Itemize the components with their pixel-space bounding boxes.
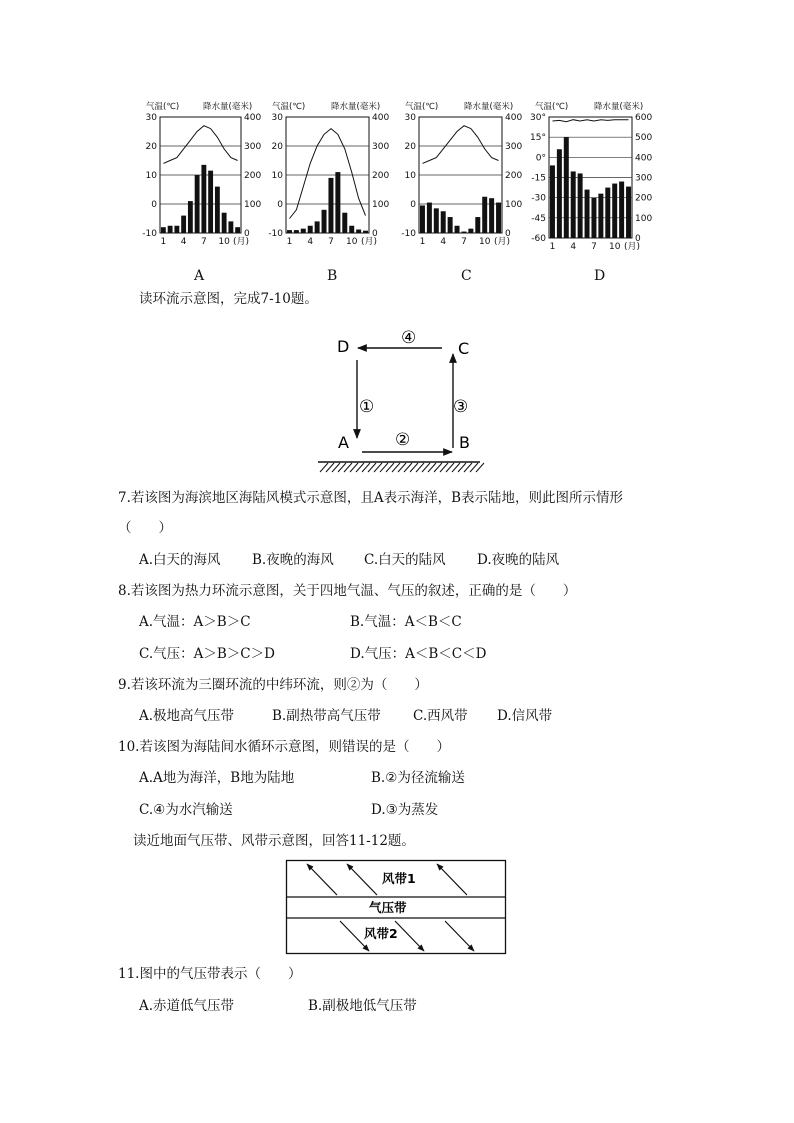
precip-bar-7 [461,232,466,233]
precip-bar-5 [448,217,453,233]
temp-axis-title: 气温(℃) [146,102,180,112]
label-1: ① [359,397,375,417]
circulation-diagram [310,320,490,480]
temp-axis-title: 气温(℃) [405,102,439,112]
precip-tick-label: 400 [635,153,653,164]
month-tick-label: 4 [180,237,187,247]
precip-bar-11 [619,182,624,238]
q8-option-a[interactable]: A.气温：A＞B＞C [139,614,251,630]
temp-line [553,120,629,122]
q7-stem: 7.若该图为海滨地区海陆风模式示意图，且A表示海洋，B表示陆地，则此图所示情形 [118,490,624,506]
q11-stem: 11.图中的气压带表示（ ） [118,966,302,982]
point-a: A [338,433,349,452]
precip-bar-11 [489,198,494,233]
month-unit: (月) [494,237,511,247]
month-tick-label: 4 [307,237,314,247]
q8-option-d[interactable]: D.气压：A＜B＜C＜D [350,646,487,662]
precip-bar-10 [222,213,227,233]
chart-label-c: C [461,268,472,284]
precip-bar-4 [441,211,446,233]
label-4: ④ [401,328,417,348]
temp-axis-title: 气温(℃) [535,102,569,112]
month-unit: (月) [361,237,378,247]
precip-bar-8 [468,229,473,233]
point-c: C [458,339,470,358]
wind-arrow-lower-2 [395,921,424,951]
precip-tick-label: 200 [505,171,523,181]
q11-option-a[interactable]: A.赤道低气压带 [139,998,235,1014]
precip-axis-title: 降水量(毫米) [203,102,253,112]
precip-bar-9 [605,188,610,238]
pressure-belt-diagram [285,859,509,956]
q9-option-a[interactable]: A.极地高气压带 [139,708,235,724]
temp-tick-label: 30 [404,113,416,123]
wind-arrow-upper-3 [437,864,467,895]
precip-tick-label: 300 [635,173,653,184]
temp-line [163,126,237,164]
q7-option-c[interactable]: C.白天的陆风 [364,552,446,568]
q7-blank: （ ） [118,520,172,536]
precip-tick-label: 100 [372,200,390,210]
precip-bar-2 [168,226,173,233]
month-tick-label: 1 [549,242,556,252]
wind-arrow-lower-3 [445,921,474,951]
month-tick-label: 10 [608,242,621,252]
q10-option-a[interactable]: A.A地为海洋，B地为陆地 [139,770,295,786]
climate-chart-a [142,101,261,247]
precip-bar-9 [215,187,220,233]
temp-tick-label: 0 [151,200,157,210]
wind-arrow-upper-2 [347,864,377,895]
month-tick-label: 7 [201,237,207,247]
precip-bar-3 [434,208,439,233]
temp-tick-label: 20 [404,142,416,152]
chart-label-d: D [594,268,606,284]
temp-tick-label: 20 [145,142,157,152]
q7-option-a[interactable]: A.白天的海风 [139,552,221,568]
q8-option-c[interactable]: C.气压：A＞B＞C＞D [139,646,275,662]
precip-bar-5 [188,201,193,233]
q10-option-b[interactable]: B.②为径流输送 [371,770,465,786]
month-tick-label: 7 [461,237,467,247]
month-unit: (月) [624,242,641,252]
precip-bar-8 [335,172,340,233]
temp-tick-label: 10 [404,171,416,181]
precip-bar-11 [356,230,361,233]
temp-tick-label: 20 [271,142,283,152]
temp-tick-label: -10 [268,229,283,239]
wind-belt-1-label: 风带1 [382,871,416,886]
precip-bar-8 [598,194,603,238]
precip-tick-label: 200 [372,171,390,181]
precip-bar-3 [174,226,179,233]
temp-tick-label: -15 [531,173,546,184]
month-tick-label: 10 [478,237,491,247]
q9-option-b[interactable]: B.副热带高气压带 [272,708,381,724]
label-3: ③ [453,397,469,417]
precip-tick-label: 100 [635,213,653,224]
precip-bar-3 [301,229,306,233]
precip-bar-2 [427,203,432,233]
precip-bar-4 [181,216,186,233]
chart-label-a: A [194,268,205,284]
precip-bar-5 [578,173,583,238]
temp-tick-label: 10 [271,171,283,181]
chart-label-b: B [327,268,338,284]
precip-bar-5 [315,221,320,233]
month-tick-label: 4 [440,237,447,247]
precip-axis-title: 降水量(毫米) [331,102,381,112]
temp-axis-title: 气温(℃) [272,102,306,112]
temp-tick-label: -45 [531,213,546,224]
point-b: B [459,433,470,452]
q9-option-c[interactable]: C.西风带 [413,708,468,724]
precip-bar-3 [564,137,569,238]
month-tick-label: 4 [570,242,577,252]
precip-tick-label: 0 [635,234,641,244]
precip-bar-4 [571,171,576,238]
month-tick-label: 10 [345,237,358,247]
q7-option-b[interactable]: B.夜晚的海风 [252,552,334,568]
label-2: ② [395,430,411,450]
precip-axis-title: 降水量(毫米) [464,102,514,112]
pressure-belt-label: 气压带 [369,900,407,915]
precip-bar-11 [228,221,233,233]
q10-option-d[interactable]: D.③为蒸发 [371,802,439,818]
temp-line [423,126,499,164]
precip-tick-label: 200 [635,193,653,204]
precip-tick-label: 500 [635,133,653,144]
precip-axis-title: 降水量(毫米) [594,102,644,112]
temp-tick-label: 10 [145,171,157,181]
precip-tick-label: 100 [244,200,262,210]
q7-option-d[interactable]: D.夜晚的陆风 [477,552,560,568]
precip-tick-label: 200 [244,171,262,181]
precip-bar-9 [475,217,480,233]
precip-tick-label: 400 [244,113,262,123]
temp-line [290,129,366,219]
month-tick-label: 1 [419,237,426,247]
precip-tick-label: 600 [635,113,653,123]
climate-chart-c [401,101,522,247]
precip-bar-10 [349,226,354,233]
precip-tick-label: 300 [244,142,262,152]
precip-bar-8 [208,171,213,233]
precip-bar-2 [557,149,562,238]
precip-bar-10 [482,197,487,233]
precip-bar-7 [591,198,596,238]
q9-option-d[interactable]: D.信风带 [497,708,553,724]
q8-option-b[interactable]: B.气温：A＜B＜C [350,614,462,630]
precip-tick-label: 0 [244,229,250,239]
q8-stem: 8.若该图为热力环流示意图，关于四地气温、气压的叙述，正确的是（ ） [118,583,577,599]
climate-chart-b [268,101,389,247]
precip-tick-label: 100 [505,200,523,210]
q11-option-b[interactable]: B.副极地低气压带 [308,998,417,1014]
precip-bar-9 [342,213,347,233]
precip-bar-1 [420,205,425,233]
precip-bar-12 [496,203,501,233]
temp-tick-label: -10 [142,229,157,239]
climate-chart-d [530,101,652,252]
precip-tick-label: 300 [505,142,523,152]
temp-tick-label: 30 [145,113,157,123]
precip-bar-6 [455,226,460,233]
precip-bar-6 [322,210,327,233]
month-unit: (月) [233,237,250,247]
climate-charts [0,0,794,260]
precip-tick-label: 0 [505,229,511,239]
temp-tick-label: 30° [530,113,546,123]
precip-bar-6 [585,190,590,238]
precip-bar-10 [612,184,617,238]
wind-belt-2-label: 风带2 [364,926,398,941]
precip-bar-12 [626,187,631,238]
intro-circulation: 读环流示意图，完成7-10题。 [139,291,318,307]
wind-arrow-upper-1 [307,864,337,895]
temp-tick-label: 0 [410,200,416,210]
precip-bar-2 [294,230,299,233]
intro-belts: 读近地面气压带、风带示意图，回答11-12题。 [133,833,415,849]
precip-bar-1 [161,227,166,233]
point-d: D [337,337,350,356]
temp-tick-label: 30 [271,113,283,123]
precip-tick-label: 300 [372,142,390,152]
q10-option-c[interactable]: C.④为水汽输送 [139,802,233,818]
precip-bar-7 [201,165,206,233]
precip-bar-1 [287,230,292,233]
ground-hatch [320,463,484,472]
precip-bar-7 [328,178,333,233]
temp-tick-label: -60 [531,234,546,244]
precip-tick-label: 400 [372,113,390,123]
temp-tick-label: 15° [530,133,546,144]
precip-bar-12 [235,227,240,233]
temp-tick-label: 0 [277,200,283,210]
precip-tick-label: 0 [372,229,378,239]
month-tick-label: 7 [591,242,597,252]
month-tick-label: 1 [160,237,167,247]
month-tick-label: 7 [328,237,334,247]
temp-tick-label: -30 [531,193,546,204]
precip-bar-12 [363,231,368,233]
precip-bar-6 [195,175,200,233]
month-tick-label: 10 [218,237,230,247]
q9-stem: 9.若该环流为三圈环流的中纬环流，则②为（ ） [118,677,428,693]
precip-bar-1 [550,165,555,238]
temp-tick-label: -10 [401,229,416,239]
month-tick-label: 1 [286,237,293,247]
q10-stem: 10.若该图为海陆间水循环示意图，则错误的是（ ） [118,739,450,755]
precip-tick-label: 400 [505,113,523,123]
temp-tick-label: 0° [535,153,546,164]
precip-bar-4 [308,226,313,233]
